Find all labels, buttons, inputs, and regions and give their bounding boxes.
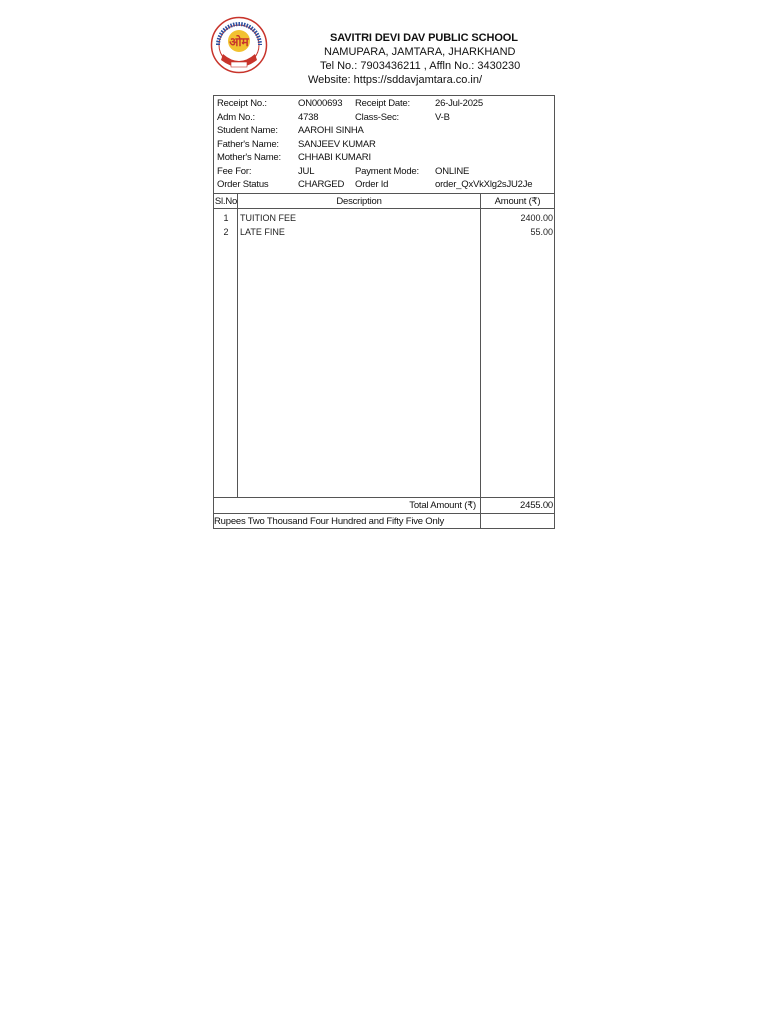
receipt-date-label: Receipt Date: <box>355 98 410 109</box>
row-description: TUITION FEE <box>240 213 296 223</box>
order-id-label: Order Id <box>355 179 389 190</box>
amount-in-words: Rupees Two Thousand Four Hundred and Fifty Five Only <box>214 516 445 527</box>
table-header-rule <box>214 208 554 209</box>
student-name-value: AAROHI SINHA <box>298 125 364 136</box>
mother-name-value: CHHABI KUMARI <box>298 152 371 163</box>
sl-column-divider <box>237 193 238 497</box>
school-phone: Tel No.: 7903436211 , Affln No.: 3430230 <box>320 60 521 72</box>
receipt-date-value: 26-Jul-2025 <box>435 98 483 109</box>
row-sl: 1 <box>223 213 229 223</box>
fee-receipt <box>213 95 555 529</box>
row-description: LATE FINE <box>240 227 285 237</box>
father-name-label: Father's Name: <box>217 138 279 150</box>
receipt-header <box>0 0 768 95</box>
payment-mode-value: ONLINE <box>435 165 470 177</box>
class-sec-value: V-B <box>435 111 450 123</box>
class-sec-label: Class-Sec: <box>355 111 399 123</box>
table-words-rule <box>214 513 554 514</box>
school-logo-icon <box>210 16 268 74</box>
adm-no-label: Adm No.: <box>217 111 255 123</box>
fee-for-value: JUL <box>298 165 315 177</box>
order-status-value: CHARGED <box>298 179 345 190</box>
total-amount-label: Total Amount (₹) <box>409 500 476 511</box>
school-name: SAVITRI DEVI DAV PUBLIC SCHOOL <box>330 32 518 44</box>
order-status-label: Order Status <box>217 179 269 190</box>
column-header-description: Description <box>336 196 382 207</box>
school-address: NAMUPARA, JAMTARA, JHARKHAND <box>324 46 516 58</box>
mother-name-label: Mother's Name: <box>217 152 281 163</box>
logo-om-text: ओम <box>229 35 249 49</box>
fee-for-label: Fee For: <box>217 165 252 177</box>
receipt-info-block <box>214 96 554 194</box>
receipt-no-label: Receipt No.: <box>217 98 267 109</box>
receipt-no-value: ON000693 <box>298 98 343 109</box>
row-sl: 2 <box>223 227 229 237</box>
column-header-amount: Amount (₹) <box>494 196 541 207</box>
column-header-sl: Sl.No <box>214 196 238 207</box>
order-id-value: order_QxVkXlg2sJU2Je <box>435 179 533 190</box>
adm-no-value: 4738 <box>298 111 319 123</box>
table-top-rule <box>214 193 554 194</box>
school-website: Website: https://sddavjamtara.co.in/ <box>308 74 483 86</box>
amount-column-divider <box>480 193 481 528</box>
total-amount-value: 2455.00 <box>520 500 553 511</box>
row-amount: 55.00 <box>530 227 553 237</box>
father-name-value: SANJEEV KUMAR <box>298 138 376 150</box>
student-name-label: Student Name: <box>217 125 278 136</box>
table-total-rule <box>214 497 554 498</box>
payment-mode-label: Payment Mode: <box>355 165 419 177</box>
row-amount: 2400.00 <box>520 213 553 223</box>
